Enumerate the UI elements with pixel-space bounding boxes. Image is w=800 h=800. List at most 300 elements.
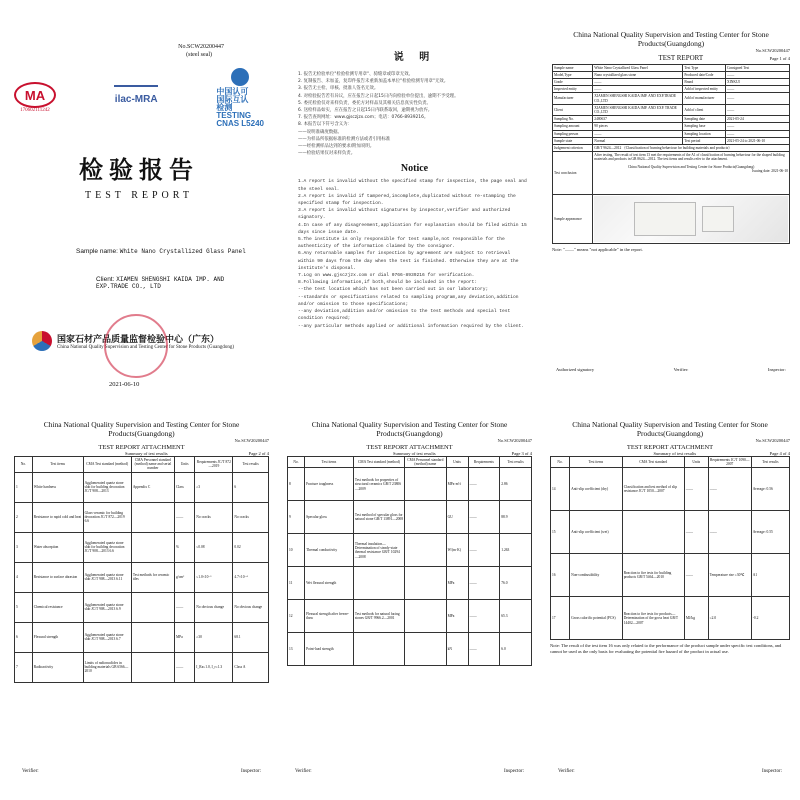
column-header: Requirements xyxy=(468,457,500,468)
certification-logos xyxy=(14,68,264,128)
att-center-name: China National Quality Supervision and Testing Center for Stone Products(Guangdong) xyxy=(311,420,508,438)
notice-en-item: the steel seal. xyxy=(298,186,340,192)
institute-name-en: China National Quality Supervision and Testing Center for Stone Products (Guangdong) xyxy=(57,345,235,350)
table-cell: —— xyxy=(684,554,708,597)
table-row xyxy=(288,633,532,666)
table-cell: ≤1.0×10⁻³ xyxy=(195,562,233,592)
column-header: Test items xyxy=(305,457,354,468)
attachment-table xyxy=(550,456,790,640)
info-value: Consigned Test xyxy=(725,64,789,71)
cover-page xyxy=(14,38,264,388)
notice-en-item: within 90 days from the day when the test is finished. Otherwise they are at the xyxy=(298,258,519,264)
notice-en-item: signatory. xyxy=(298,215,326,221)
column-header: No. xyxy=(15,457,33,473)
appearance-label: Sample appearance xyxy=(553,195,593,244)
cnas-line3: CNAS L5240 xyxy=(216,119,264,128)
info-value: 2021-05-24 to 2021-06-10 xyxy=(725,137,789,144)
table-cell xyxy=(353,567,404,600)
cnas-sub: 国际互认 xyxy=(216,95,249,104)
table-cell: Flexural strength after freeze-thaw xyxy=(305,600,354,633)
table-cell: —— xyxy=(468,468,500,501)
info-value: —— xyxy=(725,123,789,130)
table-cell: —— xyxy=(468,600,500,633)
table-cell: White hardness xyxy=(32,472,83,502)
table-row xyxy=(288,468,532,501)
report-note: Note: "——" means "not applicable" in the report. xyxy=(552,247,643,253)
notice-cn-item: ——经检测样品达到的要求/附加说明。 xyxy=(298,144,375,150)
notice-cn-item: 3. 报告无主检、审核、批准人签名无效。 xyxy=(298,86,379,92)
info-label: Test Type xyxy=(683,64,726,71)
table-row xyxy=(15,502,269,532)
table-row xyxy=(288,600,532,633)
column-header: Units xyxy=(174,457,194,473)
att-report-number: No.SCW20200447 xyxy=(755,438,790,443)
table-cell: No cracks xyxy=(195,502,233,532)
info-value: Normal xyxy=(593,137,683,144)
notice-en-item: institute's disposal. xyxy=(298,265,356,271)
table-cell: 3 xyxy=(15,532,33,562)
info-label: Sampling person xyxy=(553,130,593,137)
table-cell: Agglomerated quartz stone slab JC/T 908—2013 6.9 xyxy=(83,592,131,622)
info-value: —— xyxy=(725,130,789,137)
table-row xyxy=(15,562,269,592)
table-cell: A1 xyxy=(751,554,789,597)
column-header: Test results xyxy=(751,457,789,468)
att-center-name: China National Quality Supervision and Testing Center for Stone Products(Guangdong) xyxy=(43,420,240,438)
table-cell: 2.86 xyxy=(500,468,532,501)
info-label: Client xyxy=(553,104,593,115)
table-cell: —— xyxy=(708,511,751,554)
table-cell xyxy=(405,468,446,501)
cnas-line2: TESTING xyxy=(216,111,252,120)
att-center-name: China National Quality Supervision and Testing Center for Stone Products(Guangdong) xyxy=(572,420,768,438)
table-cell: Resistance to rapid cold and heat xyxy=(32,502,83,532)
cover-date: 2021-06-10 xyxy=(109,381,140,388)
info-value: Nano crystallized glass stone xyxy=(593,71,683,78)
notice-en-item: 1.A report is invalid without the specified stamp for inspection, the page seal and xyxy=(298,179,527,185)
table-cell: 1.263 xyxy=(500,534,532,567)
table-cell: Agglomerated quartz stone slab JC/T 908—2013 6.7 xyxy=(83,622,131,652)
table-cell: 88.9 xyxy=(500,501,532,534)
table-cell: Agglomerated quartz stone slab for building decoration JC/T 908—2013 xyxy=(83,472,131,502)
table-cell: MPa xyxy=(446,600,468,633)
info-label: Sampling No. xyxy=(553,116,593,123)
column-header: CMA Test standard (method) xyxy=(353,457,404,468)
notice-en-item: 2.A report is invalid if tampered,incomplete,duplicated without re-stamping the xyxy=(298,193,516,199)
notice-cn-item: 8. 本报告以下符号含义为： xyxy=(298,122,352,128)
info-label: Sampling base xyxy=(683,123,726,130)
att-verifier-label: Verifier: xyxy=(295,769,312,774)
report-title: TEST REPORT xyxy=(658,53,704,62)
report-number: No.SCW20200447 xyxy=(755,48,790,53)
column-header: Test items xyxy=(32,457,83,473)
table-cell: -0.2 xyxy=(751,597,789,640)
cover-title-cn: 检验报告 xyxy=(79,155,199,184)
table-cell: No obvious change xyxy=(233,592,269,622)
cma-mark-icon: MA xyxy=(14,82,56,108)
notice-cn-list xyxy=(298,71,531,157)
table-cell: g/cm² xyxy=(174,562,194,592)
table-cell: MPa xyxy=(446,567,468,600)
table-cell: Test methods for properties of structural ceramics GB/T 23806—2009 xyxy=(353,468,404,501)
table-cell: —— xyxy=(174,652,194,682)
table-cell: Classification and test method of slip resistance JC/T 1050—2007 xyxy=(622,468,684,511)
table-cell: —— xyxy=(174,592,194,622)
report-info-row xyxy=(553,104,790,115)
notice-cn-item: 5. 委托检验仅对来样负责，委托方对样品及其相关信息真实性负责。 xyxy=(298,100,431,106)
column-header: Requirements JC/T 1090—2007 xyxy=(709,458,750,467)
cover-title-en: TEST REPORT xyxy=(85,190,193,201)
table-cell: Average: 0.56 xyxy=(751,468,789,511)
notice-cn-item: ——说明准确度数据。 xyxy=(298,129,342,135)
table-cell: Reaction to fire tests for products—Determination of the gross heat GB/T 14402—2007 xyxy=(622,597,684,640)
att-inspector-label: Inspector: xyxy=(762,769,782,774)
notice-title-cn: 说 明 xyxy=(393,52,436,63)
table-cell: 76.0 xyxy=(500,567,532,600)
table-cell: Point-load strength xyxy=(305,633,354,666)
table-row xyxy=(15,532,269,562)
report-center-name: China National Quality Supervision and Testing Center for Stone Products(Guangdong) xyxy=(573,30,769,48)
notice-en-item: and/or omission to those specifications; xyxy=(298,301,409,307)
client-label: Client: xyxy=(96,276,115,283)
attachment-table xyxy=(287,456,532,666)
column-header: No. xyxy=(551,457,570,468)
notice-en-item: --any particular methods applied or additional information required by the client. xyxy=(298,323,525,329)
official-stamp-icon xyxy=(104,314,168,378)
table-cell xyxy=(131,532,174,562)
attachment-page-2 xyxy=(14,420,269,780)
info-label: Model,Type xyxy=(553,71,593,78)
att-note: Note: The result of the test item 16 was only related to the performance of the product sample under specific test conditions, and cannot be used as the only basis for evaluating the potential fire hazard of the product in actual use. xyxy=(550,643,782,654)
conclusion-value: After testing, The result of test item 13 met the requirements of the A1 of classification of burning behaviour for the shaped building materials and products in GB 8624—2012. The test items and results refer to the attachment. xyxy=(594,153,785,162)
table-cell xyxy=(405,633,446,666)
att-verifier-label: Verifier: xyxy=(22,769,39,774)
table-cell: I_Ra≤1.0, I_r≤1.3 xyxy=(195,652,233,682)
table-row xyxy=(15,652,269,682)
att-title: TEST REPORT ATTACHMENT xyxy=(626,443,714,451)
table-cell: 13 xyxy=(288,633,305,666)
att-page: Page 3 of 4 xyxy=(511,450,532,456)
notice-en-item: 7.Log on www.gjsczjzx.com or dial 0766-8939216 for verification. xyxy=(298,273,475,279)
table-cell: Temperature rise ≤30℃ xyxy=(708,554,751,597)
info-label: Sample state xyxy=(553,137,593,144)
table-cell xyxy=(405,567,446,600)
table-cell xyxy=(131,622,174,652)
cnas-cn: 中国认可 xyxy=(216,87,249,96)
info-value: 2021-05-24 xyxy=(725,116,789,123)
sample-name-label: Sample name: xyxy=(76,248,118,255)
report-info-row xyxy=(553,86,790,93)
att-title: TEST REPORT ATTACHMENT xyxy=(98,443,185,451)
report-info-row xyxy=(553,64,790,71)
table-cell: —— xyxy=(174,502,194,532)
steel-seal-label: (steel seal) xyxy=(186,52,212,58)
report-info-row xyxy=(553,116,790,123)
ilac-mark-icon: ilac-MRA xyxy=(114,85,158,111)
table-cell: 17 xyxy=(551,597,570,640)
table-cell: Chemical resistance xyxy=(32,592,83,622)
notice-page xyxy=(292,38,537,368)
notice-en-item: 8.Following information,if both,should be included in the report: xyxy=(298,280,478,286)
conclusion-stamp-text: China National Quality Supervision and Testing Center for Stone Products(Guangdong) xyxy=(627,164,755,169)
notice-en-item: condition required; xyxy=(298,316,351,322)
cnas-logo xyxy=(216,68,264,128)
table-cell: W/(m·K) xyxy=(446,534,468,567)
table-cell: 9 xyxy=(288,501,305,534)
notice-cn-item: 6. 送检样品如实，应在报告之日起15日内联系取回，逾期视为放弃。 xyxy=(298,108,433,114)
client-row xyxy=(96,276,256,290)
authorized-label: Authorized signatory xyxy=(556,366,595,372)
column-header: Test items xyxy=(570,457,623,468)
table-cell: 15 xyxy=(551,511,570,554)
table-cell: Reaction to fire tests for building products GB/T 5464—2010 xyxy=(622,554,684,597)
column-header: Test results xyxy=(233,457,269,473)
table-cell: 5 xyxy=(15,592,33,622)
notice-cn-item: 7. 报告查询网址：www.gjsczjzx.com；电话：0766-8939216。 xyxy=(298,115,429,121)
table-header-row xyxy=(15,457,269,473)
table-row xyxy=(15,592,269,622)
notice-en-item: --the test location which has not been carried out in our laboratory; xyxy=(298,287,489,293)
table-cell: 65.3 xyxy=(500,600,532,633)
report-signatures xyxy=(556,367,786,373)
table-cell: Test method of specular gloss for natural stone GB/T 13891—2008 xyxy=(353,501,404,534)
info-label: Sampling amount xyxy=(553,123,593,130)
table-row xyxy=(551,554,790,597)
info-value: 2480637 xyxy=(593,116,683,123)
column-header: CMA Test standard (method) xyxy=(83,457,131,473)
info-value: —— xyxy=(725,93,789,104)
column-header: CMA Personnel standard (method) name xyxy=(405,457,446,468)
institute-logo-icon xyxy=(32,331,52,351)
table-cell: Thermal insulation—Determination of steady-state thermal resistance GB/T 10294—2008 xyxy=(353,534,404,567)
report-info-row xyxy=(553,123,790,130)
info-value: XIAMEN SHENGSHI KAIDA IMP. AND EXP.TRADE CO.,LTD xyxy=(593,93,683,104)
info-value: —— xyxy=(725,104,789,115)
table-row xyxy=(288,534,532,567)
table-header-row xyxy=(288,457,532,468)
conclusion-label: Test conclusion xyxy=(553,152,593,195)
table-cell: No obvious change xyxy=(195,592,233,622)
att-page: Page 2 of 4 xyxy=(248,450,269,456)
table-cell: ≥3 xyxy=(195,472,233,502)
column-header: Test results xyxy=(500,457,532,468)
info-value: —— xyxy=(593,78,683,85)
info-label: Add of manufacturer xyxy=(683,93,726,104)
notice-en-item: authenticity of the information claimed by the consignor. xyxy=(298,244,456,250)
table-cell: No cracks xyxy=(233,502,269,532)
table-cell: Class A xyxy=(233,652,269,682)
table-cell: Specular gloss xyxy=(305,501,354,534)
table-cell: % xyxy=(174,532,194,562)
table-row xyxy=(551,511,790,554)
ilac-logo xyxy=(114,85,158,111)
info-label: Inspected entity xyxy=(553,86,593,93)
table-cell: Anti-slip coefficient (wet) xyxy=(570,511,623,554)
notice-cn-item: ——检验结果仅对来样负责。 xyxy=(298,151,356,157)
notice-en-item: 5.The institute is only responsible for test sample,not responsible for the xyxy=(298,237,505,243)
table-header-row xyxy=(551,457,790,468)
notice-en-item: 3.A report is invalid without signatures by inspector,verifier and authorized xyxy=(298,208,511,214)
table-cell: Gross calorific potential (PCS) xyxy=(570,597,623,640)
table-cell: Resistance to surface abrasion xyxy=(32,562,83,592)
page-indicator: Page 1 of 4 xyxy=(769,56,790,61)
table-cell: —— xyxy=(468,501,500,534)
table-cell: —— xyxy=(684,511,708,554)
notice-en-list xyxy=(298,178,531,329)
table-cell: —— xyxy=(468,534,500,567)
table-cell: 6 xyxy=(15,622,33,652)
table-cell: 2 xyxy=(15,502,33,532)
table-cell: Wet flexural strength xyxy=(305,567,354,600)
table-cell: —— xyxy=(708,468,751,511)
institute-name-cn: 国家石材产品质量监督检验中心（广东） xyxy=(57,335,220,345)
notice-cn-item: 1. 报告无检验单位"检验检测专用章"、骑缝章或印章无效。 xyxy=(298,72,414,77)
table-cell xyxy=(405,600,446,633)
table-row xyxy=(551,597,790,640)
column-header: Requirements JC/T 872—2019 xyxy=(195,457,233,473)
att-verifier-label: Verifier: xyxy=(558,769,575,774)
report-info-row xyxy=(553,78,790,85)
table-cell xyxy=(405,501,446,534)
table-cell: kN xyxy=(446,633,468,666)
table-cell: Average: 0.55 xyxy=(751,511,789,554)
column-header: No. xyxy=(288,457,305,468)
att-title: TEST REPORT ATTACHMENT xyxy=(366,443,453,451)
table-cell: 12 xyxy=(288,600,305,633)
table-cell xyxy=(353,633,404,666)
info-label: Brand xyxy=(683,78,726,85)
report-info-row xyxy=(553,137,790,144)
table-cell: Agglomerated quartz stone slab for building decoration JC/T 908—2013 6.6 xyxy=(83,532,131,562)
attachment-table xyxy=(14,456,269,683)
att-page: Page 4 of 4 xyxy=(769,450,790,456)
inspector-label: Inspector: xyxy=(768,366,786,372)
report-info-row xyxy=(553,71,790,78)
table-cell: Flexural strength xyxy=(32,622,83,652)
table-cell: MPa xyxy=(174,622,194,652)
column-header: CMA Personnel standard (method) name and serial number xyxy=(131,457,174,473)
table-cell: Thermal conductivity xyxy=(305,534,354,567)
notice-en-item: --standards or specifications related to sampling program,any deviation,addition xyxy=(298,294,519,300)
att-summary: Summary of test results xyxy=(393,450,436,456)
info-label: Add of inspected entity xyxy=(683,86,726,93)
table-row xyxy=(15,622,269,652)
info-value: —— xyxy=(593,130,683,137)
attachment-page-4 xyxy=(550,420,790,780)
test-report-page xyxy=(552,30,790,378)
info-value: White Nano Crystallized Glass Panel xyxy=(593,64,683,71)
table-cell: 11 xyxy=(288,567,305,600)
table-cell: Test methods for ceramic tiles xyxy=(131,562,174,592)
judgement-value: GB/T 9624—2012 《Classification of burning behaviour for building materials and products》 xyxy=(593,144,790,151)
info-label: Test period xyxy=(683,137,726,144)
info-label: Produced date/Code xyxy=(683,71,726,78)
cnas-line1: 检测 xyxy=(216,103,233,112)
table-cell: Limits of radionuclides in building materials GB 6566—2010 xyxy=(83,652,131,682)
info-value: 90 pieces xyxy=(593,123,683,130)
table-cell: ≤0.08 xyxy=(195,532,233,562)
table-cell: ≥30 xyxy=(195,622,233,652)
table-cell xyxy=(131,502,174,532)
table-cell: 0.02 xyxy=(233,532,269,562)
notice-en-item: days since issue date. xyxy=(298,229,359,235)
table-row xyxy=(15,472,269,502)
table-cell: Class xyxy=(174,472,194,502)
table-cell: 68.1 xyxy=(233,622,269,652)
sample-photo xyxy=(594,196,788,242)
table-cell: Water absorption xyxy=(32,532,83,562)
table-cell: —— xyxy=(468,633,500,666)
table-cell: 16 xyxy=(551,554,570,597)
info-label: Add of client xyxy=(683,104,726,115)
table-cell: 8 xyxy=(288,468,305,501)
info-label: Grade xyxy=(553,78,593,85)
table-cell: 6 xyxy=(233,472,269,502)
table-cell xyxy=(131,652,174,682)
info-value: —— xyxy=(725,86,789,93)
info-value: —— xyxy=(593,86,683,93)
column-header: Units xyxy=(684,457,708,468)
table-cell: —— xyxy=(468,567,500,600)
table-cell: 4 xyxy=(15,562,33,592)
column-header: CMA Test standard xyxy=(622,457,684,468)
table-cell: Anti-slip coefficient (dry) xyxy=(570,468,623,511)
table-cell: Test methods for natural facing stones GB/T 9966.2—2001 xyxy=(353,600,404,633)
att-summary: Summary of test results xyxy=(653,450,697,456)
table-cell: —— xyxy=(684,468,708,511)
sample-panel-image xyxy=(634,202,696,236)
att-inspector-label: Inspector: xyxy=(504,769,524,774)
sample-panel-image xyxy=(702,206,734,232)
notice-en-item: 4.In case of any disagreement,application for explanation should be filed within 15 xyxy=(298,222,527,228)
table-cell: Agglomerated quartz stone slab JC/T 908—2013 6.11 xyxy=(83,562,131,592)
info-label: Sample name xyxy=(553,64,593,71)
table-cell: Glass-ceramic for building decoration JC/T 872—2019 6.6 xyxy=(83,502,131,532)
table-cell: Non-combustibility xyxy=(570,554,623,597)
table-cell: Radioactivity xyxy=(32,652,83,682)
att-report-number: No.SCW20200447 xyxy=(234,438,269,443)
notice-en-item: 6.Any returnable samples for inspection by agreement are subject to retrieval xyxy=(298,251,511,257)
table-cell: Appendix C xyxy=(131,472,174,502)
att-report-number: No.SCW20200447 xyxy=(497,438,532,443)
table-cell xyxy=(131,592,174,622)
report-number: No.SCW20200447 xyxy=(178,44,224,50)
column-header: Units xyxy=(446,457,468,468)
sample-name-row xyxy=(76,248,246,255)
verifier-label: Verifier: xyxy=(673,366,689,372)
table-row xyxy=(288,567,532,600)
att-summary: Summary of test results xyxy=(125,450,168,456)
info-label: Sampling location xyxy=(683,130,726,137)
table-cell: ≤2.0 xyxy=(708,597,751,640)
notice-en-item: specified stamp for inspection. xyxy=(298,201,384,207)
table-cell: 4.7×10⁻⁴ xyxy=(233,562,269,592)
notice-en-item: --any deviation,addition and/or omission to the test methods and special test xyxy=(298,309,511,315)
conclusion-date: Issuing date: 2021-06-10 xyxy=(752,168,788,173)
table-cell: MJ/kg xyxy=(684,597,708,640)
attachment-page-3 xyxy=(287,420,532,780)
notice-cn-item: 2. 复制报告、未加盖，复印件报告未重新加盖本单位"检验检测专用章"无效。 xyxy=(298,79,449,85)
cma-logo xyxy=(14,82,56,114)
table-cell: 14 xyxy=(551,468,570,511)
table-cell: 1 xyxy=(15,472,33,502)
info-value: XIAMEN SHENGSHI KAIDA IMP. AND EXP. TRADE CO.,LTD xyxy=(593,104,683,115)
table-cell: GU xyxy=(446,501,468,534)
table-cell: 10 xyxy=(288,534,305,567)
table-row xyxy=(288,501,532,534)
table-cell xyxy=(622,511,684,554)
report-info-table xyxy=(552,64,790,245)
